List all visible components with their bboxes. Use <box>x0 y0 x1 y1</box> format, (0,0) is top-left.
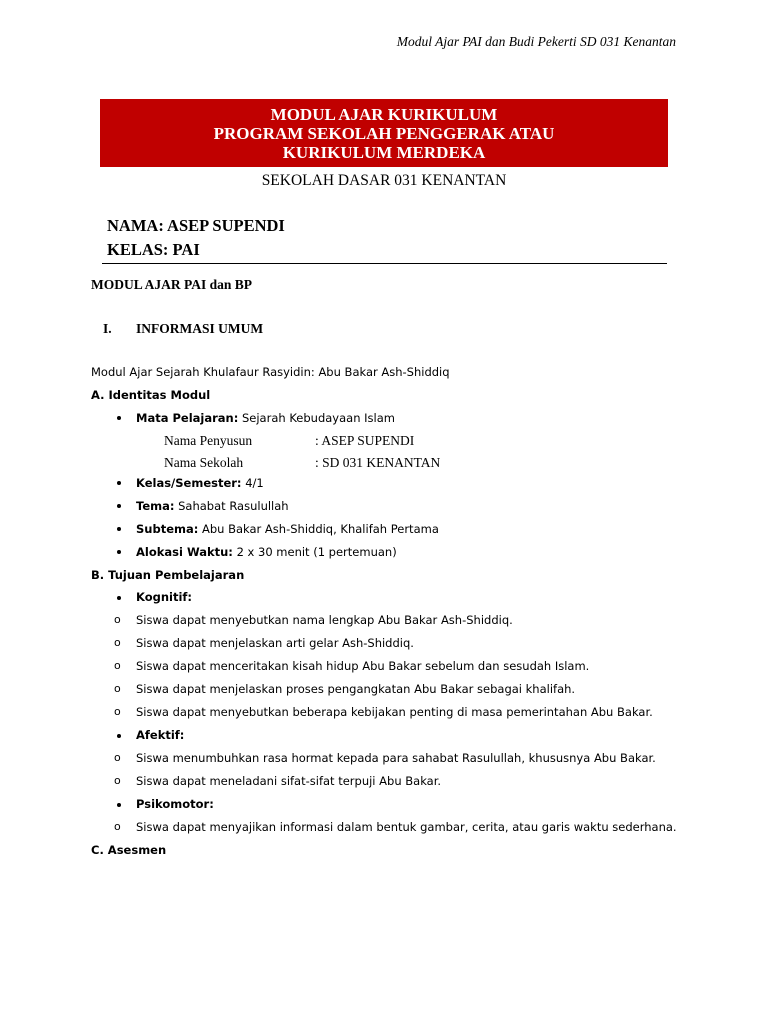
list-item: Siswa dapat menceritakan kisah hidup Abu Bakar sebelum dan sesudah Islam. <box>136 659 590 673</box>
bullet-dot <box>117 803 121 807</box>
psikomotor-label: Psikomotor: <box>136 797 214 811</box>
bullet-dot <box>117 550 121 554</box>
school-name: SEKOLAH DASAR 031 KENANTAN <box>261 172 507 189</box>
kelas-label: Kelas/Semester: <box>136 476 242 490</box>
section-b-title: B. Tujuan Pembelajaran <box>91 568 245 582</box>
section-1-number: I. <box>103 321 112 336</box>
banner-line-1: MODUL AJAR KURIKULUM <box>270 104 498 124</box>
bullet-dot <box>117 416 121 420</box>
banner-line-3: KURIKULUM MERDEKA <box>282 142 486 162</box>
list-item: Siswa dapat menyajikan informasi dalam bentuk gambar, cerita, atau garis waktu sederhana. <box>136 820 677 834</box>
kognitif-label: Kognitif: <box>136 590 193 604</box>
list-item: Siswa dapat menjelaskan proses pengangkatan Abu Bakar sebagai khalifah. <box>136 682 576 696</box>
sekolah-label: Nama Sekolah <box>164 455 244 470</box>
identity-class: KELAS: PAI <box>107 240 200 259</box>
bullet-circle: o <box>114 705 121 718</box>
mapel-value: Sejarah Kebudayaan Islam <box>238 411 395 425</box>
identity-name: NAMA: ASEP SUPENDI <box>107 216 285 235</box>
module-title: MODUL AJAR PAI dan BP <box>91 277 253 292</box>
tema-value: Sahabat Rasulullah <box>174 499 289 513</box>
banner-line-2: PROGRAM SEKOLAH PENGGERAK ATAU <box>213 123 555 143</box>
list-item <box>136 522 439 536</box>
mapel-label: Mata Pelajaran: <box>136 411 239 425</box>
alokasi-label: Alokasi Waktu: <box>136 545 233 559</box>
subtema-label: Subtema: <box>136 522 199 536</box>
title-banner <box>100 99 668 167</box>
bullet-dot <box>117 481 121 485</box>
list-item: Siswa dapat menjelaskan arti gelar Ash-Shiddiq. <box>136 636 414 650</box>
list-item <box>136 499 289 513</box>
bullet-dot <box>117 527 121 531</box>
sekolah-value: : SD 031 KENANTAN <box>315 455 441 470</box>
penyusun-label: Nama Penyusun <box>164 433 253 448</box>
list-item <box>136 411 395 425</box>
bullet-dot <box>117 504 121 508</box>
list-item: Siswa dapat menyebutkan beberapa kebijakan penting di masa pemerintahan Abu Bakar. <box>136 705 653 719</box>
kelas-value: 4/1 <box>241 476 264 490</box>
list-item: Siswa menumbuhkan rasa hormat kepada para sahabat Rasulullah, khususnya Abu Bakar. <box>136 751 656 765</box>
bullet-circle: o <box>114 682 121 695</box>
tema-label: Tema: <box>136 499 175 513</box>
divider-line <box>102 263 667 264</box>
section-1-title: INFORMASI UMUM <box>136 321 264 336</box>
list-item: Siswa dapat menyebutkan nama lengkap Abu Bakar Ash-Shiddiq. <box>136 613 513 627</box>
bullet-circle: o <box>114 613 121 626</box>
subtema-value: Abu Bakar Ash-Shiddiq, Khalifah Pertama <box>198 522 439 536</box>
bullet-dot <box>117 596 121 600</box>
list-item: Siswa dapat meneladani sifat-sifat terpuji Abu Bakar. <box>136 774 442 788</box>
bullet-dot <box>117 734 121 738</box>
bullet-circle: o <box>114 636 121 649</box>
list-item <box>136 545 397 559</box>
section-a-title: A. Identitas Modul <box>91 388 211 402</box>
bullet-circle: o <box>114 659 121 672</box>
bullet-circle: o <box>114 774 121 787</box>
penyusun-value: : ASEP SUPENDI <box>315 433 415 448</box>
alokasi-value: 2 x 30 menit (1 pertemuan) <box>232 545 397 559</box>
running-header: Modul Ajar PAI dan Budi Pekerti SD 031 Kenantan <box>396 34 676 49</box>
section-c-title: C. Asesmen <box>91 843 167 857</box>
bullet-circle: o <box>114 751 121 764</box>
list-item <box>136 476 264 490</box>
bullet-circle: o <box>114 820 121 833</box>
afektif-label: Afektif: <box>136 728 185 742</box>
intro-text: Modul Ajar Sejarah Khulafaur Rasyidin: Abu Bakar Ash-Shiddiq <box>91 365 450 379</box>
